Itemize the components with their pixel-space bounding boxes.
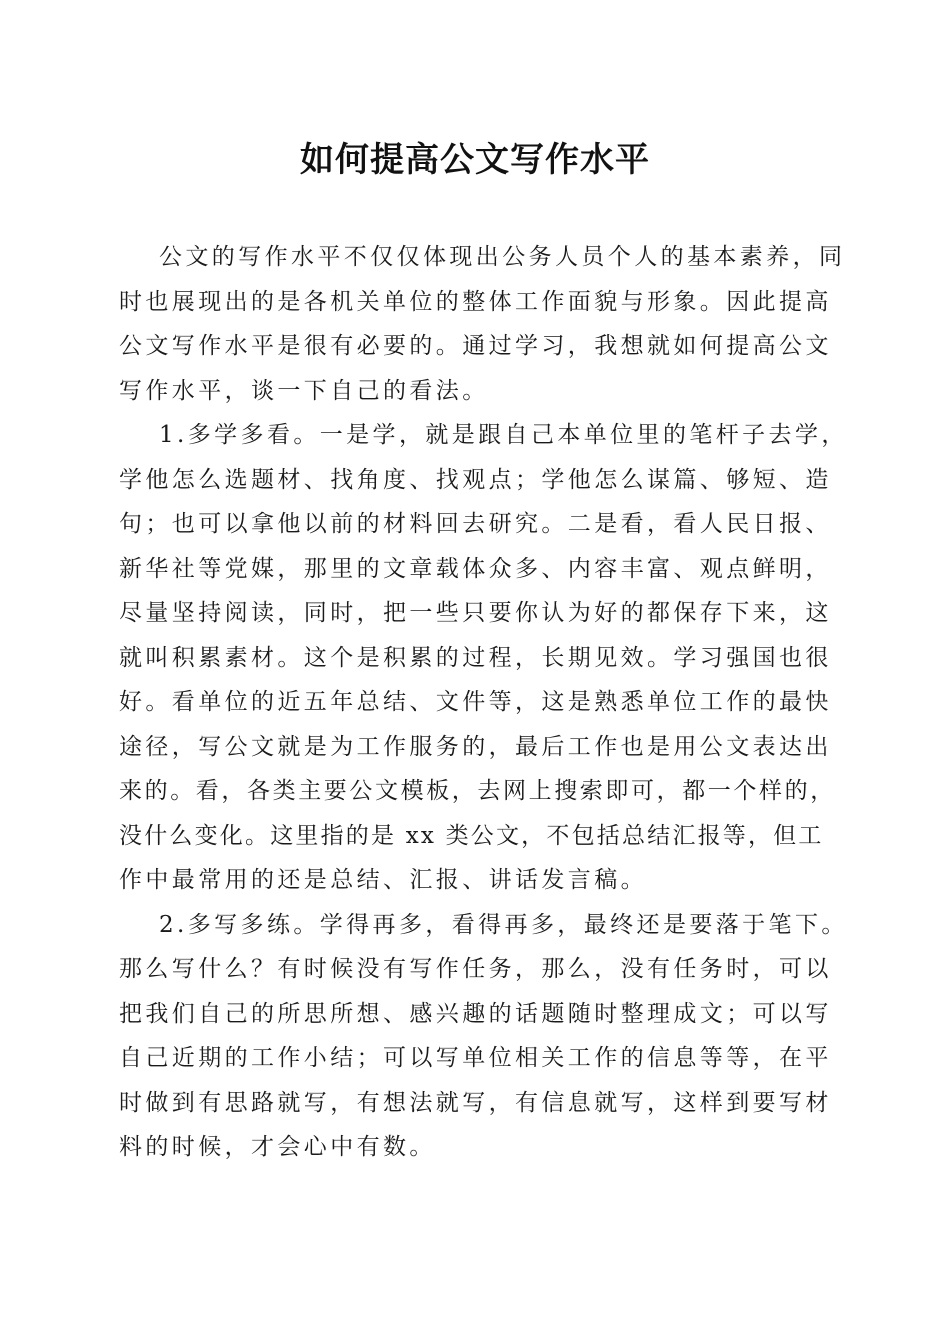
document-title: 如何提高公文写作水平 <box>300 140 650 180</box>
text-line: 料的时候，才会心中有数。 <box>119 1134 436 1160</box>
text-line: 2.多写多练。学得再多，看得再多，最终还是要落于笔下。 <box>159 911 848 938</box>
text-line: 来的。看，各类主要公文模板，去网上搜索即可，都一个样的， <box>119 778 836 804</box>
text-line: 就叫积累素材。这个是积累的过程，长期见效。学习强国也很 <box>119 644 832 671</box>
document-body <box>119 235 848 1170</box>
text-line: 途径，写公文就是为工作服务的，最后工作也是用公文表达出 <box>119 733 832 760</box>
paragraph-intro <box>119 235 846 413</box>
text-line: 好。看单位的近五年总结、文件等，这是熟悉单位工作的最快 <box>119 689 832 715</box>
text-line: 新华社等党媒，那里的文章载体众多、内容丰富、观点鲜明， <box>119 555 832 582</box>
text-line: 学他怎么选题材、找角度、找观点；学他怎么谋篇、够短、造 <box>119 466 832 493</box>
text-line: 公文写作水平是很有必要的。通过学习，我想就如何提高公文 <box>119 333 832 359</box>
text-line: 1.多学多看。一是学，就是跟自己本单位里的笔杆子去学， <box>159 422 848 448</box>
text-line: 自己近期的工作小结；可以写单位相关工作的信息等等，在平 <box>119 1045 832 1071</box>
text-line: 作中最常用的还是总结、汇报、讲话发言稿。 <box>119 867 647 893</box>
text-line: 时做到有思路就写，有想法就写，有信息就写，这样到要写材 <box>119 1089 832 1116</box>
paragraph-point-1 <box>119 413 848 903</box>
text-line: 那么写什么？有时候没有写作任务，那么，没有任务时，可以 <box>119 956 832 982</box>
paragraph-point-2 <box>119 903 848 1170</box>
text-line: 没什么变化。这里指的是 xx 类公文，不包括总结汇报等，但工 <box>119 822 824 849</box>
text-line: 尽量坚持阅读，同时，把一些只要你认为好的都保存下来，这 <box>119 600 832 626</box>
text-line: 把我们自己的所思所想、感兴趣的话题随时整理成文；可以写 <box>119 1000 832 1027</box>
text-line: 写作水平，谈一下自己的看法。 <box>119 377 489 404</box>
text-line: 时也展现出的是各机关单位的整体工作面貌与形象。因此提高 <box>119 288 832 315</box>
text-line: 句；也可以拿他以前的材料回去研究。二是看，看人民日报、 <box>119 511 832 537</box>
text-line: 公文的写作水平不仅仅体现出公务人员个人的基本素养，同 <box>159 244 846 270</box>
